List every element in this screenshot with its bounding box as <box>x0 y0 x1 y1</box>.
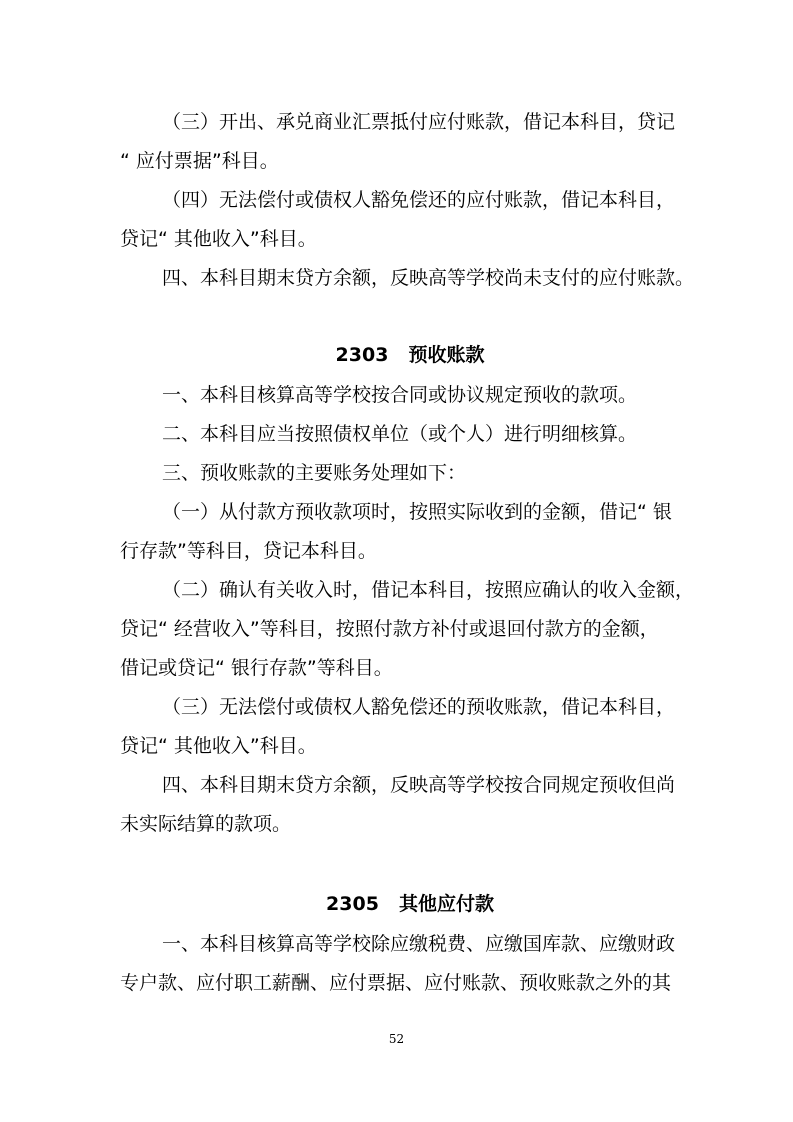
paragraph-line: 未实际结算的款项。 <box>120 813 292 835</box>
section-heading-2303 <box>120 343 700 367</box>
page-number: 52 <box>388 1032 405 1046</box>
paragraph-line: （一）从付款方预收款项时，按照实际收到的金额，借记“ 银 <box>162 501 672 523</box>
paragraph-line: （四）无法偿付或债权人豁免偿还的应付账款，借记本科目， <box>162 189 676 211</box>
paragraph-line: 贷记“ 经营收入”等科目，按照付款方补付或退回付款方的金额， <box>120 618 659 640</box>
paragraph-line: （二）确认有关收入时，借记本科目，按照应确认的收入金额， <box>162 579 695 601</box>
paragraph-line: 四、本科目期末贷方余额，反映高等学校尚未支付的应付账款。 <box>162 267 695 289</box>
section-code: 2303 <box>335 344 389 366</box>
section-code: 2305 <box>326 893 379 915</box>
section-heading-2305 <box>120 892 700 916</box>
paragraph-line: 借记或贷记“ 银行存款”等科目。 <box>120 657 393 679</box>
paragraph-line: 贷记“ 其他收入”科目。 <box>120 735 317 757</box>
paragraph-line: 一、本科目核算高等学校按合同或协议规定预收的款项。 <box>162 384 638 406</box>
paragraph-line: 三、预收账款的主要账务处理如下： <box>162 462 467 484</box>
paragraph-line: 一、本科目核算高等学校除应缴税费、应缴国库款、应缴财政 <box>162 933 676 955</box>
paragraph-line: “ 应付票据”科目。 <box>120 150 279 172</box>
paragraph-line: （三）开出、承兑商业汇票抵付应付账款，借记本科目，贷记 <box>162 111 676 133</box>
paragraph-line: 行存款”等科目，贷记本科目。 <box>120 540 377 562</box>
paragraph-line: 四、本科目期末贷方余额，反映高等学校按合同规定预收但尚 <box>162 774 676 796</box>
paragraph-line: 专户款、应付职工薪酬、应付票据、应付账款、预收账款之外的其 <box>120 972 672 994</box>
section-title: 预收账款 <box>408 344 485 366</box>
paragraph-line: （三）无法偿付或债权人豁免偿还的预收账款，借记本科目， <box>162 696 676 718</box>
paragraph-line: 二、本科目应当按照债权单位（或个人）进行明细核算。 <box>162 423 638 445</box>
section-title: 其他应付款 <box>398 893 494 915</box>
paragraph-line: 贷记“ 其他收入”科目。 <box>120 228 317 250</box>
